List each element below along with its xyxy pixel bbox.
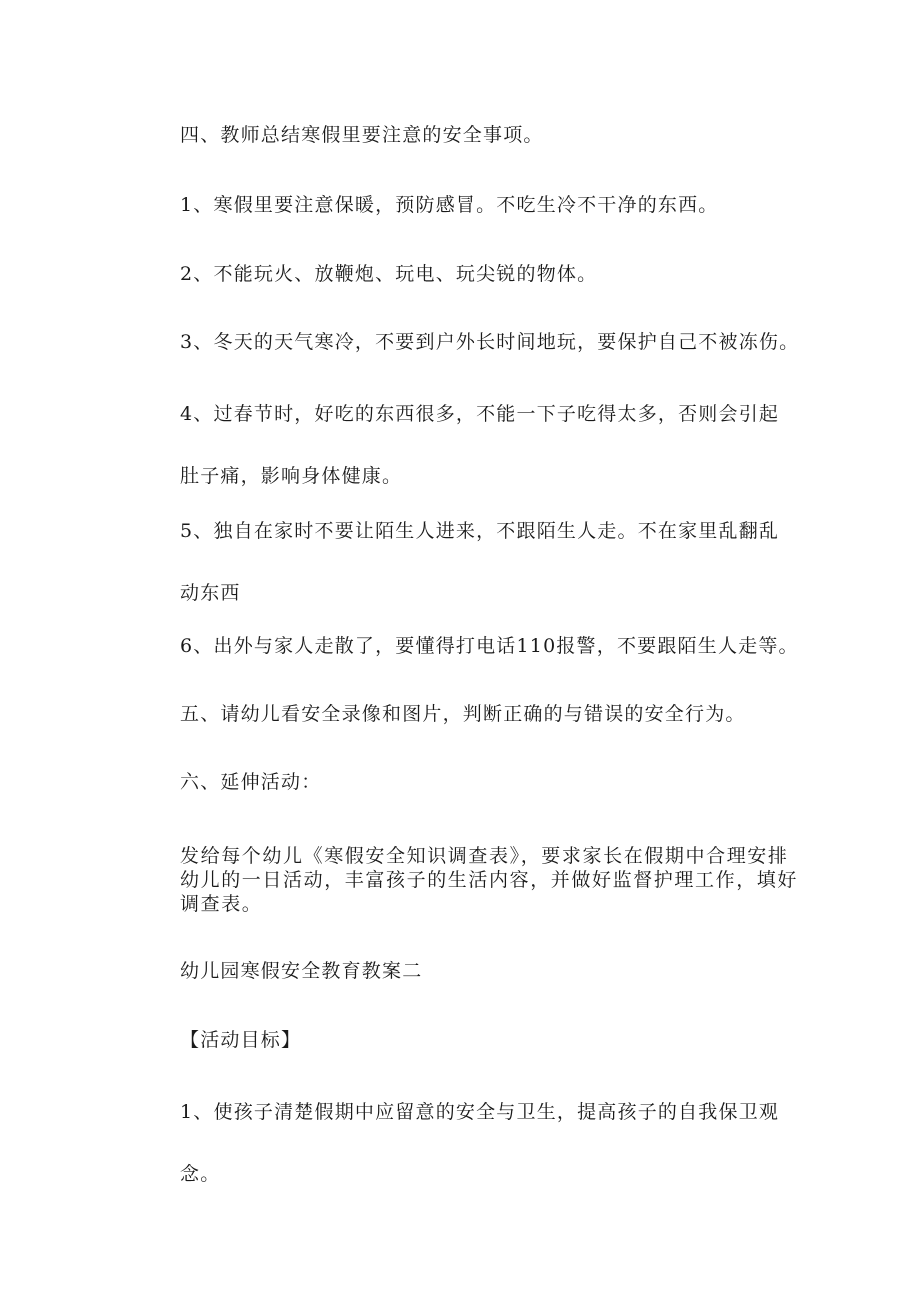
list-item-2: 2、不能玩火、放鞭炮、玩电、玩尖锐的物体。 xyxy=(180,263,598,285)
activity-goals-heading: 【活动目标】 xyxy=(180,1029,302,1051)
section-four-heading: 四、教师总结寒假里要注意的安全事项。 xyxy=(180,124,544,146)
lesson-plan-two-title: 幼儿园寒假安全教育教案二 xyxy=(180,960,423,982)
goal-item-1: 1、使孩子清楚假期中应留意的安全与卫生，提高孩子的自我保卫观念。 xyxy=(180,1101,780,1185)
list-item-4: 4、过春节时，好吃的东西很多，不能一下子吃得太多，否则会引起肚子痛，影响身体健康。 xyxy=(180,403,780,487)
list-item-5: 5、独自在家时不要让陌生人进来，不跟陌生人走。不在家里乱翻乱动东西 xyxy=(180,520,780,604)
section-five-heading: 五、请幼儿看安全录像和图片，判断正确的与错误的安全行为。 xyxy=(180,703,746,725)
list-item-6: 6、出外与家人走散了，要懂得打电话110报警，不要跟陌生人走等。 xyxy=(180,635,799,657)
extension-activity-text: 发给每个幼儿《寒假安全知识调查表》，要求家长在假期中合理安排幼儿的一日活动，丰富孩子的生活内容，并做好监督护理工作，填好调查表。 xyxy=(180,845,799,915)
section-six-heading: 六、延伸活动： xyxy=(180,771,322,793)
list-item-1: 1、寒假里要注意保暖，预防感冒。不吃生冷不干净的东西。 xyxy=(180,194,719,216)
list-item-3: 3、冬天的天气寒冷，不要到户外长时间地玩，要保护自己不被冻伤。 xyxy=(180,331,800,353)
